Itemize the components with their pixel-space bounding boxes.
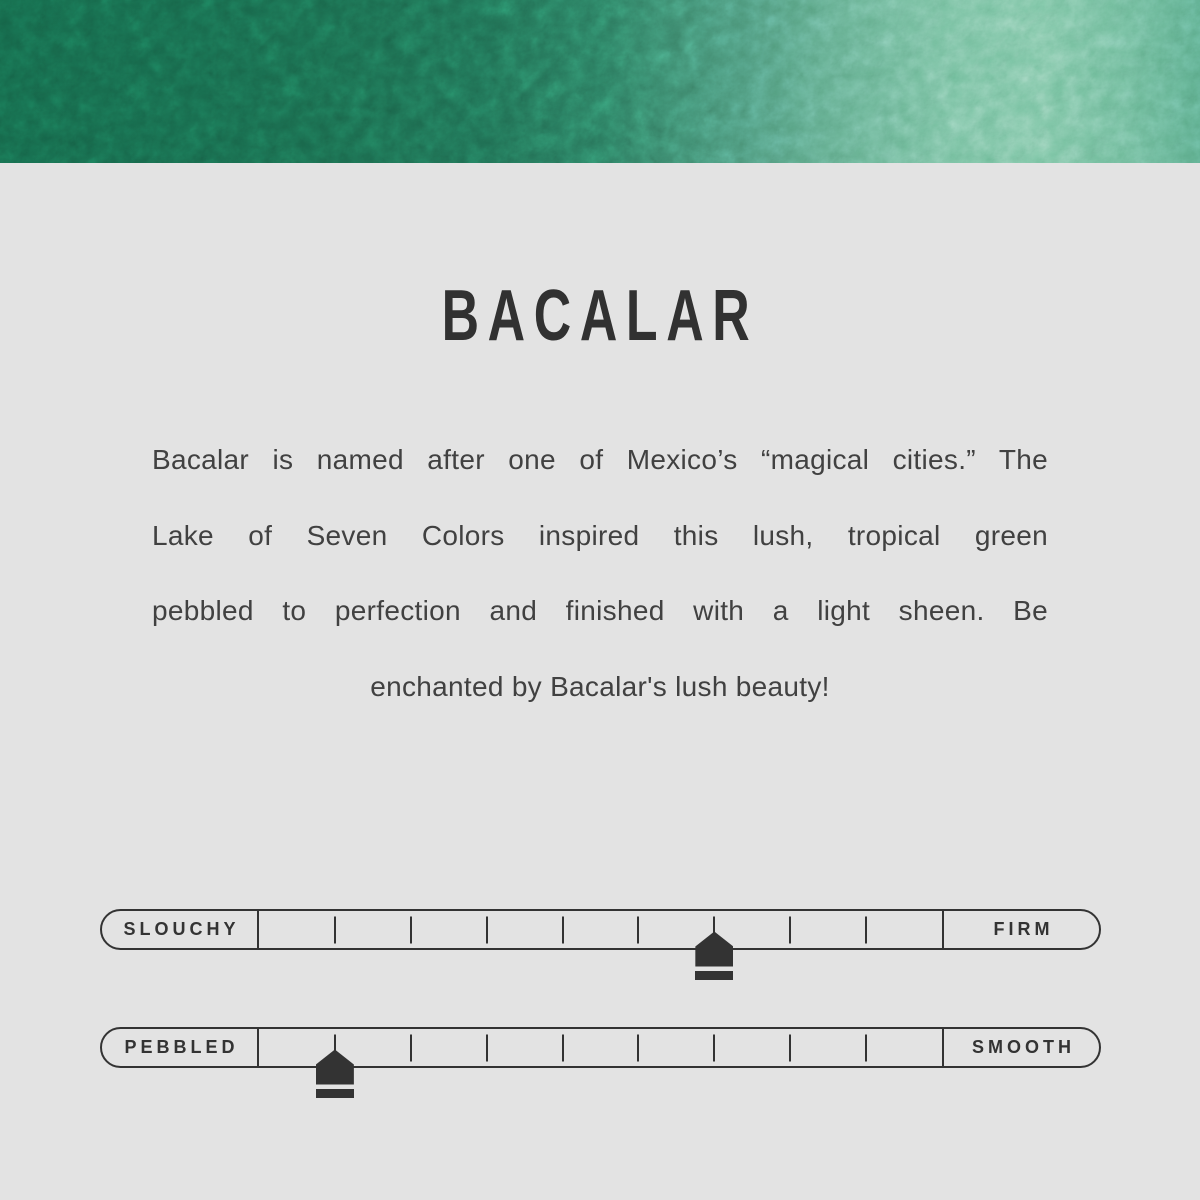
marker-base: [316, 1089, 354, 1098]
marker-base: [695, 971, 733, 980]
slider-marker[interactable]: [695, 932, 733, 980]
slider-marker[interactable]: [316, 1050, 354, 1098]
scale-tick: [789, 1034, 791, 1061]
scale-tick: [637, 916, 639, 943]
scale-tick: [562, 916, 564, 943]
description-line-2: Lake of Seven Colors inspired this lush, tropical green: [152, 519, 1048, 551]
scale-tick: [486, 1034, 488, 1061]
slider-scale: [259, 1029, 942, 1066]
slider-pebbled-smooth: [100, 1027, 1101, 1068]
scale-tick: [410, 1034, 412, 1061]
page-title: [0, 276, 1200, 356]
slider-left-label-zone: [102, 1029, 259, 1066]
scale-tick: [334, 916, 336, 943]
scale-tick: [562, 1034, 564, 1061]
scale-tick: [789, 916, 791, 943]
slider-left-label: PEBBLED: [124, 1037, 239, 1057]
slider-right-label-zone: [942, 1029, 1099, 1066]
scale-tick: [865, 916, 867, 943]
description-line-4: enchanted by Bacalar's lush beauty!: [370, 670, 830, 702]
marker-pointer-icon: [316, 1050, 354, 1085]
description-line-3: pebbled to perfection and finished with a light sheen. Be: [152, 595, 1048, 626]
scale-tick: [637, 1034, 639, 1061]
slider-scale: [259, 911, 942, 948]
leather-grain-texture: [0, 0, 1200, 163]
scale-tick: [486, 916, 488, 943]
scale-tick: [865, 1034, 867, 1061]
page-title-text: BACALAR: [441, 276, 759, 356]
description-line-1: Bacalar is named after one of Mexico’s “magical cities.” The: [152, 444, 1048, 475]
scale-tick: [410, 916, 412, 943]
slider-right-label: FIRM: [993, 919, 1054, 939]
slider-right-label: SMOOTH: [972, 1037, 1075, 1057]
slider-slouchy-firm: [100, 909, 1101, 950]
scale-tick: [713, 1034, 715, 1061]
slider-left-label: SLOUCHY: [123, 919, 240, 939]
slider-left-label-zone: [102, 911, 259, 948]
slider-right-label-zone: [942, 911, 1099, 948]
marker-pointer-icon: [695, 932, 733, 967]
product-description: [152, 422, 1048, 724]
leather-texture-banner: [0, 0, 1200, 163]
